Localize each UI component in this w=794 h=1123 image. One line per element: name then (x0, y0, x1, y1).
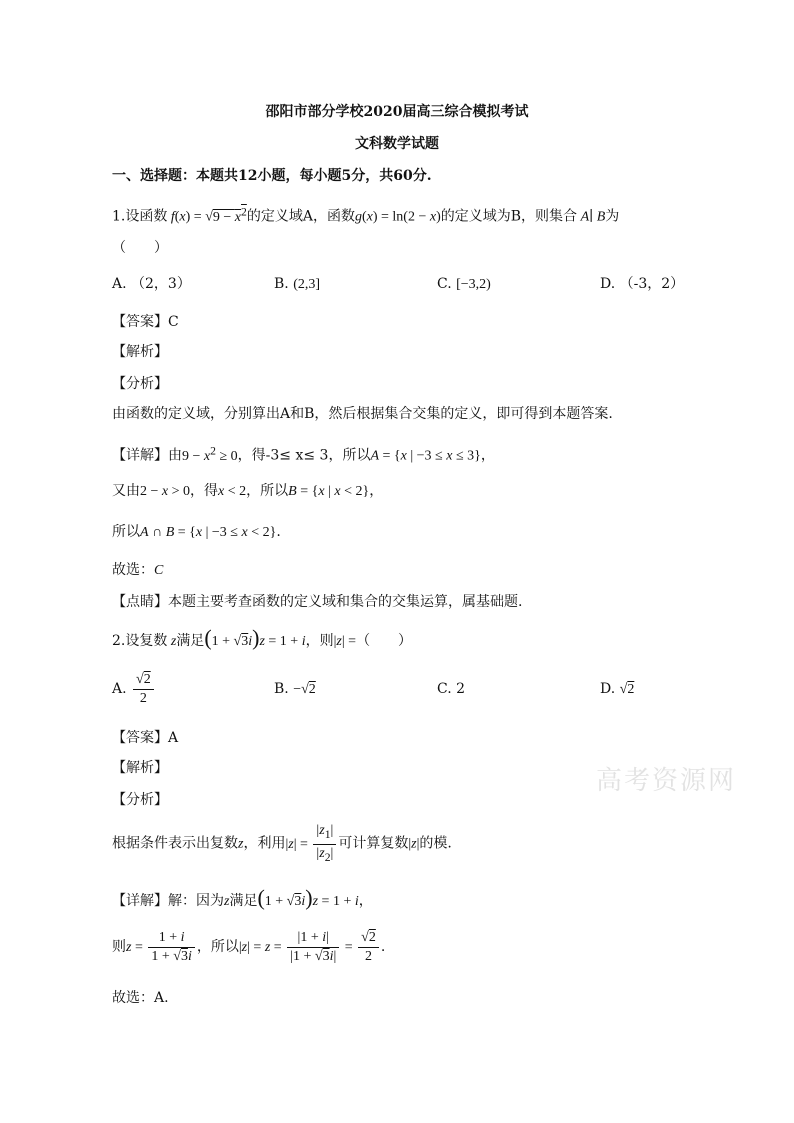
q2-choose: 故选：A. (112, 990, 169, 1006)
q2-option-c (437, 679, 465, 699)
q2-analysis-d: 的模. (419, 835, 452, 852)
watermark: 高考资源网 (596, 766, 737, 796)
q2-option-a (112, 668, 156, 710)
q2-detail-2a: 则 (112, 939, 126, 955)
q1-comment-text: 本题主要考查函数的定义域和集合的交集运算，属基础题. (168, 594, 523, 610)
q2-analysis (112, 822, 452, 867)
q1-stem-c: 的定义域为B，则集合 (440, 208, 578, 225)
q2-option-a-label: A. (112, 681, 127, 697)
q2-option-d (600, 679, 634, 700)
page-title: 邵阳市部分学校2020届高三综合模拟考试 (265, 104, 529, 120)
q1-option-a-label: A. (112, 276, 127, 292)
q2-detail-c: ， (358, 893, 373, 909)
q2-answer (112, 728, 178, 748)
q2-analysis-c: 可计算复数 (338, 835, 409, 852)
q1-answer-tag: 【答案】 (112, 314, 168, 330)
q1-detail-2c: ，所以 (246, 483, 289, 499)
q1-detail-3a: 所以 (112, 524, 140, 540)
q1-option-b (274, 274, 320, 295)
section-heading: 一、选择题：本题共12小题，每小题5分，共60分. (112, 168, 432, 184)
q1-detail-1 (112, 441, 495, 467)
q2-analysis-z: z (238, 836, 244, 852)
q1-func-f: f (167, 209, 175, 225)
q2-detail-equation: (1 + √3i)z = 1 + i (257, 885, 359, 910)
q2-detail-2c: . (380, 939, 386, 955)
q1-option-d-value: （-3，2） (619, 276, 685, 292)
q1-func-g: g (354, 209, 362, 225)
q1-detail-tag: 【详解】 (112, 447, 168, 464)
q1-stem (112, 202, 619, 228)
q1-choose-label: 故选： (112, 562, 154, 578)
q2-stem (112, 625, 413, 652)
q1-option-d (600, 274, 684, 294)
q2-z-fraction: z = $\frac{1 + i}{1 + √3i}$ (126, 940, 197, 955)
q1-option-c-label: C. (437, 276, 452, 292)
q2-detail-1 (112, 885, 373, 912)
q1-comment (112, 592, 522, 612)
q2-stem-b: 满足 (176, 633, 205, 649)
q1-set-a: A = {x | −3 ≤ x ≤ 3} (370, 448, 481, 464)
q1-analysis: 由函数的定义域，分别算出A和B，然后根据集合交集的定义，即可得到本题答案. (112, 406, 613, 422)
q2-detail-z: z (224, 894, 230, 909)
q1-option-c-value: [−3,2) (456, 277, 491, 292)
q1-func-g-expr: (x) = ln(2 − x) (361, 209, 441, 225)
q2-modulus-formula: |z| = $\frac{|z_1|}{|z_2|}$ (285, 837, 338, 852)
q1-option-c (437, 274, 491, 295)
q1-answer (112, 312, 179, 332)
q1-stem-d: 为 (605, 208, 620, 225)
q2-analysis-absz: |z| (408, 836, 420, 852)
q1-detail-2b: ，得 (190, 483, 219, 499)
q2-stem-d: （ ） (356, 633, 413, 649)
q2-detail-2b: ，所以 (196, 939, 239, 955)
q2-fenxi: 【分析】 (112, 792, 168, 808)
q1-ineq-2: 2 − x > 0 (140, 484, 191, 499)
q2-stem-c: ，则 (305, 633, 334, 649)
q1-choose-value: C (154, 563, 164, 578)
q1-option-b-value: (2,3] (293, 277, 321, 292)
q1-answer-value: C (168, 314, 179, 330)
q2-equation: (1 + √3i)z = 1 + i (204, 625, 306, 650)
q1-stem-a: 1.设函数 (112, 208, 168, 225)
q1-choose (112, 560, 163, 581)
q1-detail-2a: 又由 (112, 483, 140, 499)
q1-func-f-expr: $(x) = √9 - x^2$ (174, 205, 247, 225)
q2-detail-b: 满足 (229, 893, 258, 909)
q2-option-c-value: 2 (456, 681, 466, 697)
q1-option-a (112, 274, 191, 294)
q1-stem-b: 的定义域A，函数 (246, 208, 355, 225)
page-subtitle: 文科数学试题 (355, 136, 439, 152)
q1-intersection: A ∩ B = {x | −3 ≤ x < 2} (140, 525, 277, 540)
q2-option-d-value: √2 (619, 682, 635, 697)
q2-option-b-value: −√2 (293, 682, 316, 697)
q2-detail-a: 解：因为 (168, 893, 224, 909)
q1-comment-tag: 【点睛】 (112, 594, 168, 610)
q2-option-d-label: D. (600, 681, 616, 697)
q1-detail-2d: ， (369, 483, 384, 499)
q2-modulus-result: |z| = z = $\frac{|1 + i|}{|1 + √3i|}$ = $\frac{√2}{2}$ (239, 940, 381, 955)
q1-detail-1a: 由 (168, 447, 182, 464)
q2-answer-value: A (168, 730, 179, 746)
q1-detail-3 (112, 522, 281, 543)
q2-analysis-b: ，利用 (243, 835, 286, 852)
q2-answer-tag: 【答案】 (112, 730, 168, 746)
q1-detail-3b: . (276, 524, 281, 540)
q1-ineq-1: $9 - x^2 \ge 0$ (182, 444, 238, 464)
q1-option-b-label: B. (274, 276, 289, 292)
q2-option-b-label: B. (274, 681, 289, 697)
q2-option-b (274, 679, 316, 700)
q1-set-b: B = {x | x < 2} (288, 484, 370, 499)
q1-jiexi: 【解析】 (112, 344, 168, 360)
q1-option-a-value: （2，3） (131, 276, 191, 292)
q1-paren: （ ） (112, 240, 168, 256)
q2-detail-2 (112, 926, 385, 969)
q1-ineq-3: x < 2 (218, 484, 247, 499)
q2-detail-tag: 【详解】 (112, 893, 168, 909)
q1-detail-1b: ，得-3≤ x≤ 3，所以 (237, 447, 371, 464)
q2-abs-z: |z| = (333, 634, 357, 649)
q1-option-d-label: D. (600, 276, 616, 292)
q2-analysis-a: 根据条件表示出复数 (112, 835, 238, 852)
q1-detail-1c: ， (480, 447, 495, 464)
q2-option-a-value: $\frac{√2}{2}$ (133, 671, 154, 708)
q1-fenxi: 【分析】 (112, 376, 168, 392)
q2-jiexi: 【解析】 (112, 760, 168, 776)
q2-stem-a: 2.设复数 (112, 633, 168, 649)
q2-var-z: z (167, 634, 177, 649)
q1-set-expr: A∣ B (577, 209, 606, 225)
q2-option-c-label: C. (437, 681, 452, 697)
q1-detail-2 (112, 481, 383, 502)
